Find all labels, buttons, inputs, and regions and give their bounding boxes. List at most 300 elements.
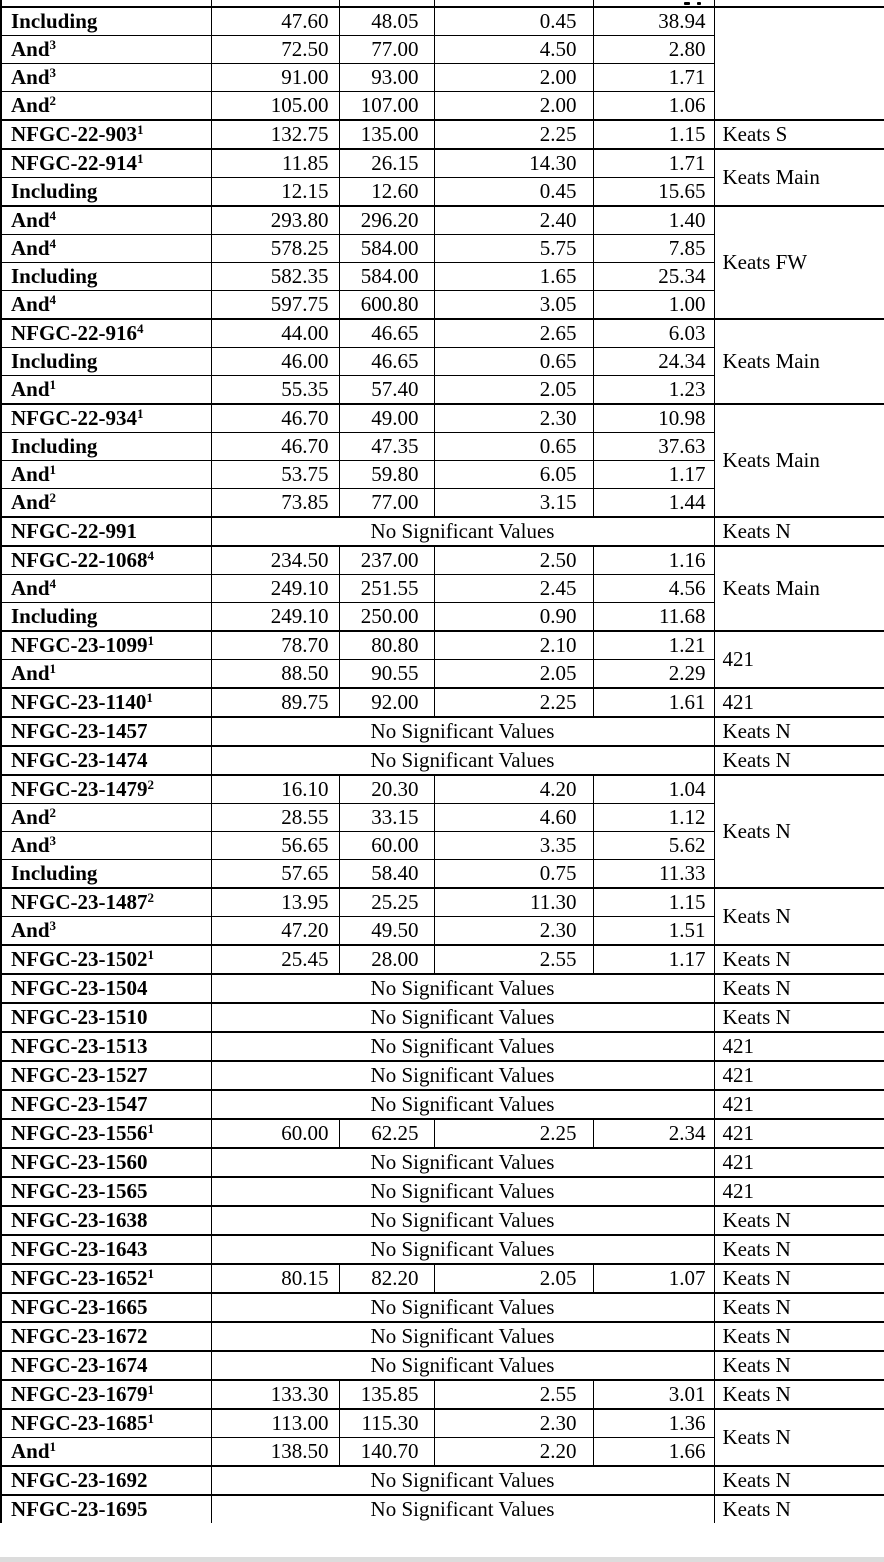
hole-or-interval-label-cell xyxy=(1,746,211,775)
grade-cell: 10.98 xyxy=(593,404,714,433)
hole-or-interval-label: NFGC-23-1479$^2$ xyxy=(11,777,154,801)
hole-or-interval-label-cell xyxy=(1,1061,211,1090)
interval-cell: 3.35 xyxy=(434,832,593,860)
grade-cell: 1.17 xyxy=(593,461,714,489)
cut-off-grade-cell xyxy=(593,0,714,7)
table-row xyxy=(1,1293,884,1322)
hole-or-interval-label: And$^2$ xyxy=(11,490,57,514)
to-cell: 135.00 xyxy=(339,120,434,149)
hole-or-interval-label: NFGC-23-1565 xyxy=(11,1179,148,1203)
hole-or-interval-label: Including xyxy=(11,264,98,288)
table-row xyxy=(1,319,884,348)
cut-off-text-fragment xyxy=(684,2,690,5)
to-cell: 58.40 xyxy=(339,860,434,889)
hole-or-interval-label: And$^4$ xyxy=(11,208,57,232)
cut-off-interval-cell xyxy=(434,0,593,7)
hole-or-interval-label-cell xyxy=(1,603,211,632)
grade-cell: 1.40 xyxy=(593,206,714,235)
no-significant-values-cell: No Significant Values xyxy=(211,1235,714,1264)
interval-cell: 2.55 xyxy=(434,1380,593,1409)
to-cell: 584.00 xyxy=(339,235,434,263)
hole-or-interval-label-cell xyxy=(1,235,211,263)
grade-cell: 1.06 xyxy=(593,92,714,121)
interval-cell: 3.15 xyxy=(434,489,593,518)
interval-cell: 3.05 xyxy=(434,291,593,320)
to-cell: 135.85 xyxy=(339,1380,434,1409)
hole-or-interval-label-cell xyxy=(1,660,211,689)
from-cell: 46.70 xyxy=(211,433,339,461)
table-row xyxy=(1,517,884,546)
hole-or-interval-label: NFGC-23-1672 xyxy=(11,1324,148,1348)
hole-or-interval-label: NFGC-23-1679$^1$ xyxy=(11,1382,154,1406)
hole-or-interval-label: NFGC-23-1652$^1$ xyxy=(11,1266,154,1290)
to-cell: 12.60 xyxy=(339,178,434,207)
to-cell: 251.55 xyxy=(339,575,434,603)
hole-or-interval-label: Including xyxy=(11,604,98,628)
hole-or-interval-label-cell xyxy=(1,546,211,575)
hole-or-interval-label-cell xyxy=(1,804,211,832)
zone-cell: Keats Main xyxy=(714,404,884,517)
grade-cell: 38.94 xyxy=(593,7,714,36)
hole-or-interval-label-cell xyxy=(1,206,211,235)
footnote-superscript: 4 xyxy=(49,292,57,307)
hole-or-interval-label: NFGC-23-1527 xyxy=(11,1063,148,1087)
footnote-superscript: 2 xyxy=(147,777,154,792)
from-cell: 56.65 xyxy=(211,832,339,860)
no-significant-values-cell: No Significant Values xyxy=(211,517,714,546)
from-cell: 47.20 xyxy=(211,917,339,946)
to-cell: 46.65 xyxy=(339,319,434,348)
from-cell: 55.35 xyxy=(211,376,339,405)
hole-or-interval-label: NFGC-23-1474 xyxy=(11,748,148,772)
interval-cell: 2.55 xyxy=(434,945,593,974)
hole-or-interval-label: NFGC-23-1510 xyxy=(11,1005,148,1029)
to-cell: 49.50 xyxy=(339,917,434,946)
hole-or-interval-label: NFGC-23-1685$^1$ xyxy=(11,1411,154,1435)
hole-or-interval-label: NFGC-23-1504 xyxy=(11,976,148,1000)
hole-or-interval-label-cell xyxy=(1,404,211,433)
to-cell: 92.00 xyxy=(339,688,434,717)
no-significant-values-cell: No Significant Values xyxy=(211,717,714,746)
cut-off-from-cell xyxy=(211,0,339,7)
to-cell: 140.70 xyxy=(339,1438,434,1467)
footnote-superscript: 1 xyxy=(147,1382,154,1397)
from-cell: 105.00 xyxy=(211,92,339,121)
hole-or-interval-label-cell xyxy=(1,64,211,92)
to-cell: 90.55 xyxy=(339,660,434,689)
to-cell: 20.30 xyxy=(339,775,434,804)
hole-or-interval-label: NFGC-23-1502$^1$ xyxy=(11,947,154,971)
no-significant-values-cell: No Significant Values xyxy=(211,1032,714,1061)
zone-cell: 421 xyxy=(714,631,884,688)
to-cell: 237.00 xyxy=(339,546,434,575)
zone-cell: Keats N xyxy=(714,1264,884,1293)
interval-cell: 6.05 xyxy=(434,461,593,489)
table-row xyxy=(1,1119,884,1148)
interval-cell: 2.65 xyxy=(434,319,593,348)
grade-cell: 11.68 xyxy=(593,603,714,632)
from-cell: 582.35 xyxy=(211,263,339,291)
footnote-superscript: 1 xyxy=(147,1121,154,1136)
zone-cell: Keats N xyxy=(714,974,884,1003)
interval-cell: 4.20 xyxy=(434,775,593,804)
footnote-superscript: 1 xyxy=(147,633,154,648)
hole-or-interval-label: NFGC-23-1140$^1$ xyxy=(11,690,153,714)
footnote-superscript: 1 xyxy=(136,151,144,166)
grade-cell: 7.85 xyxy=(593,235,714,263)
hole-or-interval-label-cell xyxy=(1,1003,211,1032)
table-row xyxy=(1,888,884,917)
from-cell: 47.60 xyxy=(211,7,339,36)
from-cell: 249.10 xyxy=(211,603,339,632)
grade-cell: 1.00 xyxy=(593,291,714,320)
no-significant-values-cell: No Significant Values xyxy=(211,974,714,1003)
from-cell: 73.85 xyxy=(211,489,339,518)
from-cell: 89.75 xyxy=(211,688,339,717)
from-cell: 293.80 xyxy=(211,206,339,235)
table-body xyxy=(1,0,884,1523)
from-cell: 28.55 xyxy=(211,804,339,832)
grade-cell: 1.15 xyxy=(593,120,714,149)
interval-cell: 14.30 xyxy=(434,149,593,178)
zone-cell: Keats N xyxy=(714,775,884,888)
hole-or-interval-label: NFGC-$22-934^1$ xyxy=(11,406,144,430)
grade-cell: 5.62 xyxy=(593,832,714,860)
interval-cell: 2.40 xyxy=(434,206,593,235)
interval-cell: 2.30 xyxy=(434,1409,593,1438)
table-row xyxy=(1,120,884,149)
hole-or-interval-label-cell xyxy=(1,517,211,546)
hole-or-interval-label: Including xyxy=(11,434,98,458)
to-cell: 47.35 xyxy=(339,433,434,461)
footnote-superscript: 1 xyxy=(136,406,144,421)
grade-cell: 25.34 xyxy=(593,263,714,291)
zone-cell: Keats Main xyxy=(714,546,884,631)
zone-cell: Keats N xyxy=(714,1351,884,1380)
table-row xyxy=(1,688,884,717)
to-cell: 60.00 xyxy=(339,832,434,860)
hole-or-interval-label-cell xyxy=(1,575,211,603)
grade-cell: 1.44 xyxy=(593,489,714,518)
no-significant-values-cell: No Significant Values xyxy=(211,1206,714,1235)
footnote-superscript: 4 xyxy=(136,321,144,336)
no-significant-values-cell: No Significant Values xyxy=(211,1148,714,1177)
footnote-superscript: 1 xyxy=(49,1439,57,1454)
from-cell: 80.15 xyxy=(211,1264,339,1293)
from-cell: 138.50 xyxy=(211,1438,339,1467)
from-cell: 60.00 xyxy=(211,1119,339,1148)
table-row xyxy=(1,974,884,1003)
hole-or-interval-label-cell xyxy=(1,1409,211,1438)
no-significant-values-cell: No Significant Values xyxy=(211,1293,714,1322)
hole-or-interval-label: NFGC-23-1457 xyxy=(11,719,148,743)
table-row xyxy=(1,1177,884,1206)
table-row xyxy=(1,1206,884,1235)
hole-or-interval-label-cell xyxy=(1,945,211,974)
hole-or-interval-label: And$^1$ xyxy=(11,462,57,486)
interval-cell: 2.20 xyxy=(434,1438,593,1467)
hole-or-interval-label-cell xyxy=(1,917,211,946)
interval-cell: 2.30 xyxy=(434,404,593,433)
to-cell: 107.00 xyxy=(339,92,434,121)
zone-cell: Keats N xyxy=(714,1293,884,1322)
hole-or-interval-label-cell xyxy=(1,319,211,348)
grade-cell: 1.21 xyxy=(593,631,714,660)
to-cell: 600.80 xyxy=(339,291,434,320)
table-row xyxy=(1,717,884,746)
grade-cell: 1.07 xyxy=(593,1264,714,1293)
interval-cell: 0.75 xyxy=(434,860,593,889)
grade-cell: 1.66 xyxy=(593,1438,714,1467)
zone-cell: Keats N xyxy=(714,888,884,945)
cut-off-row xyxy=(1,0,884,7)
footnote-superscript: 1 xyxy=(147,1266,154,1281)
zone-cell: 421 xyxy=(714,1119,884,1148)
footnote-superscript: 2 xyxy=(147,890,154,905)
interval-cell: 0.45 xyxy=(434,7,593,36)
hole-or-interval-label: NFGC-23-1692 xyxy=(11,1468,148,1492)
table-row xyxy=(1,1322,884,1351)
to-cell: 33.15 xyxy=(339,804,434,832)
to-cell: 584.00 xyxy=(339,263,434,291)
zone-cell: Keats N xyxy=(714,1206,884,1235)
hole-or-interval-label: Including xyxy=(11,179,98,203)
to-cell: 77.00 xyxy=(339,489,434,518)
zone-cell: Keats N xyxy=(714,1409,884,1466)
hole-or-interval-label: And$^3$ xyxy=(11,833,57,857)
hole-or-interval-label: NFGC-23-1487$^2$ xyxy=(11,890,154,914)
no-significant-values-cell: No Significant Values xyxy=(211,1322,714,1351)
zone-cell: 421 xyxy=(714,688,884,717)
table-row xyxy=(1,1148,884,1177)
to-cell: 296.20 xyxy=(339,206,434,235)
table-row xyxy=(1,1495,884,1523)
from-cell: 597.75 xyxy=(211,291,339,320)
footnote-superscript: 2 xyxy=(49,805,57,820)
zone-cell: Keats N xyxy=(714,746,884,775)
grade-cell: 11.33 xyxy=(593,860,714,889)
hole-or-interval-label-cell xyxy=(1,92,211,121)
table-row xyxy=(1,945,884,974)
hole-or-interval-label-cell xyxy=(1,1438,211,1467)
to-cell: 26.15 xyxy=(339,149,434,178)
cut-off-zone-cell xyxy=(714,0,884,7)
from-cell: 53.75 xyxy=(211,461,339,489)
no-significant-values-cell: No Significant Values xyxy=(211,1351,714,1380)
grade-cell: 1.17 xyxy=(593,945,714,974)
cut-off-text-fragment xyxy=(697,2,701,5)
from-cell: 25.45 xyxy=(211,945,339,974)
footnote-superscript: 4 xyxy=(49,208,57,223)
from-cell: 44.00 xyxy=(211,319,339,348)
table-row xyxy=(1,631,884,660)
to-cell: 46.65 xyxy=(339,348,434,376)
table-row xyxy=(1,746,884,775)
hole-or-interval-label-cell xyxy=(1,1293,211,1322)
hole-or-interval-label: NFGC-23-1547 xyxy=(11,1092,148,1116)
interval-cell: 0.45 xyxy=(434,178,593,207)
to-cell: 48.05 xyxy=(339,7,434,36)
grade-cell: 15.65 xyxy=(593,178,714,207)
hole-or-interval-label: NFGC-22-1068$^4$ xyxy=(11,548,154,572)
hole-or-interval-label-cell xyxy=(1,1264,211,1293)
interval-cell: 2.00 xyxy=(434,64,593,92)
no-significant-values-cell: No Significant Values xyxy=(211,1466,714,1495)
hole-or-interval-label: NFGC-$22-903^1$ xyxy=(11,122,144,146)
grade-cell: 1.61 xyxy=(593,688,714,717)
interval-cell: 2.25 xyxy=(434,120,593,149)
hole-or-interval-label: NFGC-23-1665 xyxy=(11,1295,148,1319)
zone-cell: Keats N xyxy=(714,1466,884,1495)
interval-cell: 2.10 xyxy=(434,631,593,660)
from-cell: 91.00 xyxy=(211,64,339,92)
interval-cell: 2.05 xyxy=(434,1264,593,1293)
hole-or-interval-label-cell xyxy=(1,461,211,489)
zone-cell: Keats FW xyxy=(714,206,884,319)
interval-cell: 2.25 xyxy=(434,688,593,717)
to-cell: 28.00 xyxy=(339,945,434,974)
grade-cell: 1.71 xyxy=(593,64,714,92)
hole-or-interval-label: And$^4$ xyxy=(11,236,57,260)
footnote-superscript: 3 xyxy=(49,833,57,848)
grade-cell: 1.12 xyxy=(593,804,714,832)
interval-cell: 4.50 xyxy=(434,36,593,64)
zone-cell xyxy=(714,7,884,120)
no-significant-values-cell: No Significant Values xyxy=(211,1003,714,1032)
no-significant-values-cell: No Significant Values xyxy=(211,1495,714,1523)
footnote-superscript: 4 xyxy=(49,576,57,591)
no-significant-values-cell: No Significant Values xyxy=(211,1177,714,1206)
footnote-superscript: 1 xyxy=(146,690,153,705)
hole-or-interval-label: And$^3$ xyxy=(11,37,57,61)
footnote-superscript: 1 xyxy=(136,122,144,137)
hole-or-interval-label-cell xyxy=(1,291,211,320)
footnote-superscript: 1 xyxy=(147,1411,154,1426)
from-cell: 78.70 xyxy=(211,631,339,660)
interval-cell: 2.05 xyxy=(434,660,593,689)
grade-cell: 1.71 xyxy=(593,149,714,178)
zone-cell: Keats N xyxy=(714,1322,884,1351)
interval-cell: 2.30 xyxy=(434,917,593,946)
from-cell: 133.30 xyxy=(211,1380,339,1409)
to-cell: 82.20 xyxy=(339,1264,434,1293)
hole-or-interval-label-cell xyxy=(1,489,211,518)
hole-or-interval-label-cell xyxy=(1,376,211,405)
hole-or-interval-label: And$^1$ xyxy=(11,377,57,401)
hole-or-interval-label-cell xyxy=(1,178,211,207)
table-row xyxy=(1,1235,884,1264)
to-cell: 93.00 xyxy=(339,64,434,92)
hole-or-interval-label-cell xyxy=(1,1235,211,1264)
hole-or-interval-label: Including xyxy=(11,861,98,885)
hole-or-interval-label-cell xyxy=(1,1466,211,1495)
table-row xyxy=(1,206,884,235)
to-cell: 115.30 xyxy=(339,1409,434,1438)
zone-cell: Keats Main xyxy=(714,149,884,206)
hole-or-interval-label-cell xyxy=(1,1090,211,1119)
hole-or-interval-label-cell xyxy=(1,1322,211,1351)
footnote-superscript: 2 xyxy=(49,490,57,505)
hole-or-interval-label-cell xyxy=(1,7,211,36)
hole-or-interval-label: And$^1$ xyxy=(11,661,57,685)
table-row xyxy=(1,1351,884,1380)
to-cell: 77.00 xyxy=(339,36,434,64)
hole-or-interval-label-cell xyxy=(1,433,211,461)
table-row xyxy=(1,7,884,36)
hole-or-interval-label-cell xyxy=(1,1177,211,1206)
from-cell: 13.95 xyxy=(211,888,339,917)
hole-or-interval-label: NFGC-23-1638 xyxy=(11,1208,148,1232)
to-cell: 80.80 xyxy=(339,631,434,660)
interval-cell: 2.05 xyxy=(434,376,593,405)
hole-or-interval-label: NFGC-23-1560 xyxy=(11,1150,148,1174)
interval-cell: 0.90 xyxy=(434,603,593,632)
hole-or-interval-label: NFGC-$22-914^1$ xyxy=(11,151,144,175)
hole-or-interval-label: NFGC-23-1695 xyxy=(11,1497,148,1521)
screenshot-bottom-edge xyxy=(0,1557,884,1562)
hole-or-interval-label: NFGC-23-1099$^1$ xyxy=(11,633,154,657)
zone-cell: 421 xyxy=(714,1177,884,1206)
zone-cell: 421 xyxy=(714,1061,884,1090)
hole-or-interval-label: NFGC-$22-916^4$ xyxy=(11,321,144,345)
hole-or-interval-label-cell xyxy=(1,717,211,746)
grade-cell: 6.03 xyxy=(593,319,714,348)
hole-or-interval-label: And$^4$ xyxy=(11,576,57,600)
table-row xyxy=(1,1380,884,1409)
hole-or-interval-label-cell xyxy=(1,149,211,178)
from-cell: 578.25 xyxy=(211,235,339,263)
grade-cell: 1.16 xyxy=(593,546,714,575)
hole-or-interval-label-cell xyxy=(1,1380,211,1409)
hole-or-interval-label-cell xyxy=(1,263,211,291)
to-cell: 57.40 xyxy=(339,376,434,405)
grade-cell: 37.63 xyxy=(593,433,714,461)
interval-cell: 2.00 xyxy=(434,92,593,121)
interval-cell: 2.50 xyxy=(434,546,593,575)
footnote-superscript: 1 xyxy=(147,947,154,962)
hole-or-interval-label-cell xyxy=(1,974,211,1003)
hole-or-interval-label: Including xyxy=(11,9,98,33)
grade-cell: 1.23 xyxy=(593,376,714,405)
hole-or-interval-label-cell xyxy=(1,888,211,917)
table-row xyxy=(1,404,884,433)
no-significant-values-cell: No Significant Values xyxy=(211,1061,714,1090)
table-row xyxy=(1,1061,884,1090)
footnote-superscript: 4 xyxy=(49,236,57,251)
hole-or-interval-label: And$^3$ xyxy=(11,918,57,942)
footnote-superscript: 1 xyxy=(49,661,57,676)
cut-off-to-cell xyxy=(339,0,434,7)
grade-cell: 2.80 xyxy=(593,36,714,64)
table-row xyxy=(1,1032,884,1061)
to-cell: 59.80 xyxy=(339,461,434,489)
interval-cell: 11.30 xyxy=(434,888,593,917)
table-row xyxy=(1,1090,884,1119)
interval-cell: 0.65 xyxy=(434,433,593,461)
hole-or-interval-label-cell xyxy=(1,631,211,660)
from-cell: 132.75 xyxy=(211,120,339,149)
from-cell: 11.85 xyxy=(211,149,339,178)
grade-cell: 4.56 xyxy=(593,575,714,603)
hole-or-interval-label: And$^4$ xyxy=(11,292,57,316)
zone-cell: Keats N xyxy=(714,945,884,974)
zone-cell: 421 xyxy=(714,1148,884,1177)
from-cell: 88.50 xyxy=(211,660,339,689)
interval-cell: 2.25 xyxy=(434,1119,593,1148)
table-row xyxy=(1,1003,884,1032)
footnote-superscript: 4 xyxy=(147,548,154,563)
grade-cell: 2.29 xyxy=(593,660,714,689)
